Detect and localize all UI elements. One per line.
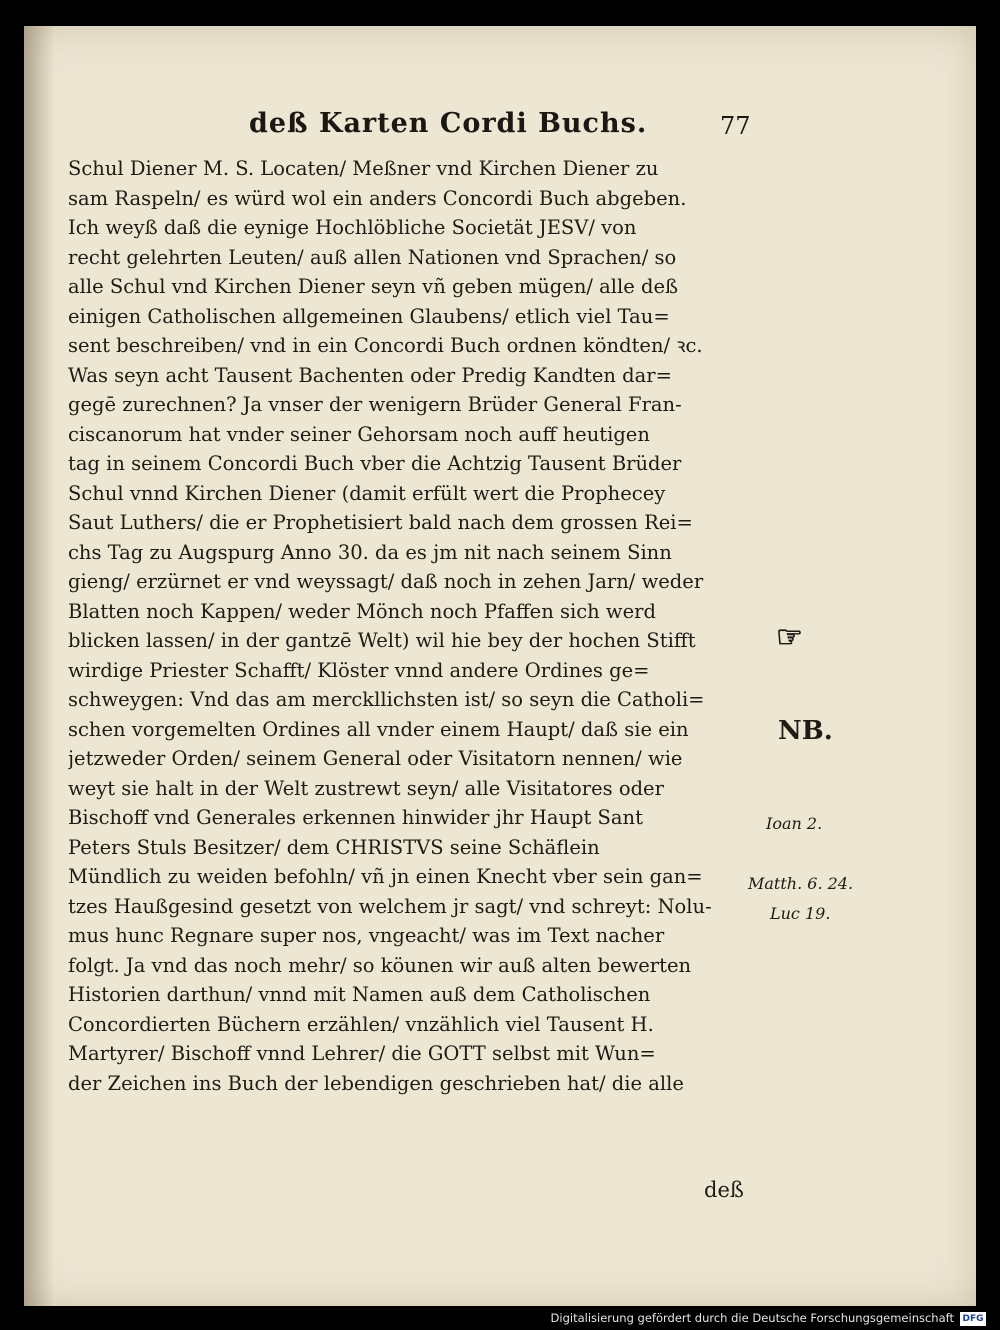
text-line: ciscanorum hat vnder seiner Gehorsam noch auff heutigen — [68, 422, 650, 446]
text-line: gieng/ erzürnet er vnd weyssagt/ daß noch in zehen Jarn/ weder — [68, 570, 704, 593]
text-line: wirdige Priester Schafft/ Klöster vnnd andere Ordines ge= — [68, 658, 650, 682]
margin-reference-ioan: Ioan 2. — [766, 814, 823, 833]
text-line: sent beschreiben/ vnd in ein Concordi Buch ordnen köndten/ ꝛc. — [68, 334, 703, 357]
text-line: Blatten noch Kappen/ weder Mönch noch Pfaffen sich werd — [68, 599, 656, 623]
text-line: einigen Catholischen allgemeinen Glaubens/ etlich viel Tau= — [68, 304, 670, 328]
dfg-logo: DFG — [960, 1312, 986, 1326]
margin-note-nb: NB. — [778, 716, 833, 746]
text-line: Schul Diener M. S. Locaten/ Meßner vnd Kirchen Diener zu — [68, 157, 659, 180]
footer-bar — [0, 1309, 1000, 1330]
running-head: deß Karten Cordi Buchs. — [249, 108, 648, 139]
manicule-icon: ☞ — [776, 620, 803, 655]
text-line: Ich weyß daß die eynige Hochlöbliche Societät JESV/ von — [68, 216, 637, 239]
text-line: Peters Stuls Besitzer/ dem CHRISTVS seine Schäflein — [68, 835, 600, 859]
text-line: schen vorgemelten Ordines all vnder einem Haupt/ daß sie ein — [68, 717, 689, 741]
text-line: der Zeichen ins Buch der lebendigen geschrieben hat/ die alle — [68, 1071, 684, 1095]
text-line: mus hunc Regnare super nos, vngeacht/ was im Text nacher — [68, 924, 665, 947]
body-text — [68, 154, 768, 1098]
text-line: Schul vnnd Kirchen Diener (damit erfült wert die Prophecey — [68, 481, 666, 505]
margin-reference-luc: Luc 19. — [770, 904, 831, 923]
text-line: Mündlich zu weiden befohln/ vñ jn einen Knecht vber sein gan= — [68, 865, 703, 888]
text-line: sam Raspeln/ es würd wol ein anders Concordi Buch abgeben. — [68, 186, 687, 210]
text-line: Concordierten Büchern erzählen/ vnzählich viel Tausent H. — [68, 1012, 654, 1036]
text-line: gegē zurechnen? Ja vnser der wenigern Brüder General Fran- — [68, 393, 682, 416]
text-line: recht gelehrten Leuten/ auß allen Nationen vnd Sprachen/ so — [68, 245, 677, 269]
margin-reference-matth: Matth. 6. 24. — [748, 874, 854, 893]
text-line: folgt. Ja vnd das noch mehr/ so köunen wir auß alten bewerten — [68, 953, 692, 977]
text-line: Bischoff vnd Generales erkennen hinwider jhr Haupt Sant — [68, 806, 643, 829]
funding-credit: Digitalisierung gefördert durch die Deutsche Forschungsgemeinschaft — [550, 1311, 954, 1325]
text-line: Historien darthun/ vnnd mit Namen auß dem Catholischen — [68, 983, 651, 1006]
text-line: schweygen: Vnd das am merckllichsten ist/ so seyn die Catholi= — [68, 688, 705, 711]
text-line: alle Schul vnd Kirchen Diener seyn vñ geben mügen/ alle deß — [68, 275, 679, 298]
text-line: tag in seinem Concordi Buch vber die Achtzig Tausent Brüder — [68, 452, 682, 475]
page-header — [24, 108, 976, 144]
text-line: jetzweder Orden/ seinem General oder Visitatorn nennen/ wie — [68, 747, 683, 770]
text-line: Was seyn acht Tausent Bachenten oder Predig Kandten dar= — [68, 363, 672, 387]
text-line: blicken lassen/ in der gantzē Welt) wil hie bey der hochen Stifft — [68, 629, 696, 652]
text-line: Saut Luthers/ die er Prophetisiert bald nach dem grossen Rei= — [68, 511, 693, 534]
book-page — [24, 26, 976, 1306]
text-line: weyt sie halt in der Welt zustrewt seyn/ alle Visitatores oder — [68, 776, 664, 800]
catchword: deß — [704, 1178, 744, 1202]
folio-number: 77 — [720, 112, 751, 140]
text-line: chs Tag zu Augspurg Anno 30. da es jm nit nach seinem Sinn — [68, 540, 672, 564]
page-gutter-shadow — [24, 26, 54, 1306]
text-line: tzes Haußgesind gesetzt von welchem jr sagt/ vnd schreyt: Nolu- — [68, 894, 712, 918]
text-line: Martyrer/ Bischoff vnnd Lehrer/ die GOTT selbst mit Wun= — [68, 1042, 656, 1065]
